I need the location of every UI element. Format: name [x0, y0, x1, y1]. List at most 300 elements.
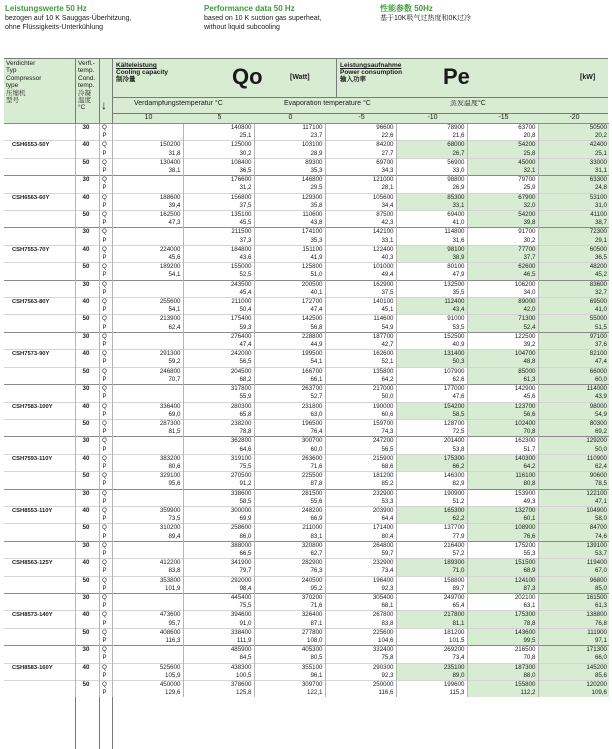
table-cell: 111900 [538, 628, 609, 637]
table-row [4, 602, 609, 611]
table-cell: 140100 [325, 298, 396, 307]
table-cell: 52,1 [325, 358, 396, 367]
table-cell: 60,0 [538, 376, 609, 385]
table-cell: 62600 [467, 263, 538, 272]
value-type: P [99, 480, 112, 489]
table-cell: 122100 [538, 489, 609, 498]
condensing-temp: 30 [75, 593, 99, 602]
header-mid-rule [112, 97, 608, 98]
table-cell: 216400 [396, 541, 467, 550]
table-cell: 332400 [325, 646, 396, 655]
compressor-model [4, 515, 75, 524]
table-row [4, 158, 609, 167]
table-cell: 55000 [538, 315, 609, 324]
table-cell [112, 550, 183, 559]
table-cell: 59,3 [183, 324, 254, 333]
condensing-temp [75, 254, 99, 263]
value-type: P [99, 341, 112, 350]
value-type: Q [99, 593, 112, 602]
table-cell: 69500 [538, 298, 609, 307]
condensing-temp: 50 [75, 628, 99, 637]
table-cell: 37,7 [467, 254, 538, 263]
compressor-model [4, 176, 75, 185]
table-cell: 62,7 [254, 550, 325, 559]
compressor-model [4, 628, 75, 637]
table-cell: 282900 [254, 559, 325, 568]
table-cell: 96800 [538, 576, 609, 585]
table-cell: 30,2 [183, 150, 254, 159]
table-cell: 103100 [254, 141, 325, 150]
table-cell: 171300 [538, 646, 609, 655]
compressor-model [4, 428, 75, 437]
table-cell: 72300 [538, 228, 609, 237]
value-type: Q [99, 280, 112, 289]
table-cell: 21,6 [396, 132, 467, 141]
table-cell: 412200 [112, 559, 183, 568]
value-type: Q [99, 298, 112, 307]
table-row [4, 219, 609, 228]
table-cell: 20,8 [467, 132, 538, 141]
table-row [4, 620, 609, 629]
table-cell: 92,3 [325, 672, 396, 681]
value-type: P [99, 324, 112, 333]
value-type: P [99, 202, 112, 211]
table-cell: 162300 [467, 437, 538, 446]
table-cell: 247200 [325, 437, 396, 446]
table-cell: 64,2 [325, 376, 396, 385]
table-cell: 485900 [183, 646, 254, 655]
table-cell: 72,5 [396, 428, 467, 437]
table-cell: 97,1 [538, 637, 609, 646]
header-german-line1: bezogen auf 10 K Sauggas-Überhitzung, [5, 15, 132, 22]
table-cell: 142500 [254, 315, 325, 324]
table-cell: 80300 [538, 419, 609, 428]
table-cell: 66000 [538, 367, 609, 376]
table-cell: 68,1 [325, 602, 396, 611]
compressor-model [4, 306, 75, 315]
table-cell: 83,8 [112, 567, 183, 576]
condensing-temp [75, 271, 99, 280]
table-cell: 51,7 [467, 446, 538, 455]
table-cell: 31,1 [538, 167, 609, 176]
table-cell: 388000 [183, 541, 254, 550]
table-cell: 190000 [325, 402, 396, 411]
table-cell: 162600 [325, 350, 396, 359]
table-cell: 228800 [254, 332, 325, 341]
value-type: P [99, 289, 112, 298]
table-row [4, 176, 609, 185]
table-cell: 300700 [254, 437, 325, 446]
table-cell: 270500 [183, 472, 254, 481]
table-cell: 104700 [467, 350, 538, 359]
table-cell: 75,5 [183, 602, 254, 611]
condensing-temp: 30 [75, 437, 99, 446]
table-cell: 31,2 [183, 184, 254, 193]
table-cell: 45,5 [183, 219, 254, 228]
table-cell: 184800 [183, 245, 254, 254]
performance-table [4, 123, 609, 697]
table-cell: 64,4 [325, 515, 396, 524]
table-cell: 96600 [325, 124, 396, 133]
compressor-model [4, 419, 75, 428]
compressor-model [4, 654, 75, 663]
table-cell: 119400 [538, 559, 609, 568]
table-cell: 69,2 [538, 428, 609, 437]
table-row [4, 393, 609, 402]
compressor-model [4, 280, 75, 289]
table-cell: 66,5 [183, 550, 254, 559]
table-cell: 77700 [467, 245, 538, 254]
condensing-temp: 30 [75, 280, 99, 289]
table-cell: 132700 [467, 506, 538, 515]
value-type: P [99, 602, 112, 611]
condensing-temp: 30 [75, 385, 99, 394]
compressor-model [4, 585, 75, 594]
table-cell: 32,7 [538, 289, 609, 298]
table-cell: 267800 [325, 611, 396, 620]
table-cell: 338400 [183, 628, 254, 637]
table-cell [112, 176, 183, 185]
table-cell: 83600 [538, 280, 609, 289]
table-cell: 84200 [325, 141, 396, 150]
table-row [4, 576, 609, 585]
header-german-title: Leistungswerte 50 Hz [5, 4, 87, 13]
table-cell: 28,9 [254, 150, 325, 159]
table-cell: 287300 [112, 419, 183, 428]
table-row [4, 646, 609, 655]
table-cell [112, 498, 183, 507]
table-cell: 68,9 [467, 567, 538, 576]
table-cell: 35,3 [254, 167, 325, 176]
table-row [4, 567, 609, 576]
table-row [4, 446, 609, 455]
table-row [4, 298, 609, 307]
compressor-model [4, 620, 75, 629]
table-cell: 47,9 [396, 271, 467, 280]
compressor-model [4, 271, 75, 280]
value-type: P [99, 254, 112, 263]
table-cell: 55,6 [254, 498, 325, 507]
compressor-model [4, 150, 75, 159]
table-row [4, 124, 609, 133]
table-cell: 105600 [325, 193, 396, 202]
condensing-temp: 50 [75, 576, 99, 585]
table-cell: 225500 [254, 472, 325, 481]
compressor-model [4, 480, 75, 489]
compressor-model [4, 332, 75, 341]
compressor-model: CSH8563-125Y [4, 559, 75, 568]
table-cell: 58,5 [396, 411, 467, 420]
table-row [4, 167, 609, 176]
table-cell: 62,2 [396, 515, 467, 524]
condensing-temp [75, 132, 99, 141]
table-cell: 76,4 [254, 428, 325, 437]
table-cell: 82100 [538, 350, 609, 359]
table-row [4, 550, 609, 559]
table-cell: 143600 [467, 628, 538, 637]
table-cell: 146300 [396, 472, 467, 481]
condensing-temp [75, 306, 99, 315]
compressor-model: CSH7563-80Y [4, 298, 75, 307]
value-type: P [99, 411, 112, 420]
table-cell: 232900 [325, 559, 396, 568]
table-cell: 150200 [112, 141, 183, 150]
table-cell: 137700 [396, 524, 467, 533]
table-cell: 89,0 [396, 672, 467, 681]
table-cell [112, 393, 183, 402]
compressor-model [4, 228, 75, 237]
table-cell: 96,1 [254, 672, 325, 681]
compressor-model [4, 132, 75, 141]
table-cell: 60500 [538, 245, 609, 254]
table-cell: 240500 [254, 576, 325, 585]
table-cell: 211000 [183, 298, 254, 307]
compressor-model [4, 237, 75, 246]
table-cell: 317800 [183, 385, 254, 394]
compressor-model [4, 158, 75, 167]
value-type: Q [99, 437, 112, 446]
table-row [4, 628, 609, 637]
table-cell: 116,3 [112, 637, 183, 646]
table-cell: 45000 [467, 158, 538, 167]
table-cell: 85,2 [325, 480, 396, 489]
table-row [4, 411, 609, 420]
table-cell: 34,3 [325, 167, 396, 176]
table-cell: 107900 [396, 367, 467, 376]
condensing-temp: 40 [75, 663, 99, 672]
condensing-temp [75, 150, 99, 159]
cooling-capacity-unit: [Watt] [290, 74, 310, 81]
table-cell: 225600 [325, 628, 396, 637]
table-cell: 310200 [112, 524, 183, 533]
table-cell: 40,3 [325, 254, 396, 263]
value-type: Q [99, 158, 112, 167]
compressor-model: CSH6553-50Y [4, 141, 75, 150]
compressor-model [4, 524, 75, 533]
table-cell: 305400 [325, 593, 396, 602]
table-cell: 211500 [183, 228, 254, 237]
table-cell: 46,5 [467, 271, 538, 280]
value-type: P [99, 358, 112, 367]
table-row [4, 211, 609, 220]
table-cell: 165300 [396, 506, 467, 515]
table-cell: 57,2 [396, 550, 467, 559]
compressor-model: CSH7553-70Y [4, 245, 75, 254]
table-cell: 48,8 [467, 358, 538, 367]
table-cell: 215900 [325, 454, 396, 463]
table-cell [112, 541, 183, 550]
table-row [4, 506, 609, 515]
table-row [4, 454, 609, 463]
table-cell: 174100 [254, 228, 325, 237]
table-cell: 91,2 [183, 480, 254, 489]
condensing-temp [75, 498, 99, 507]
table-cell: 68,2 [183, 376, 254, 385]
table-cell: 81,1 [396, 620, 467, 629]
table-cell: 101,9 [112, 585, 183, 594]
table-row [4, 350, 609, 359]
condensing-temp: 40 [75, 506, 99, 515]
table-row [4, 428, 609, 437]
table-cell: 48200 [538, 263, 609, 272]
table-cell: 329100 [112, 472, 183, 481]
table-cell: 60,0 [254, 446, 325, 455]
table-cell: 87,1 [254, 620, 325, 629]
table-cell: 258600 [183, 524, 254, 533]
condensing-temp: 40 [75, 141, 99, 150]
condensing-temp: 50 [75, 472, 99, 481]
condensing-temp: 40 [75, 559, 99, 568]
table-cell: 61,3 [538, 602, 609, 611]
table-cell: 34,4 [325, 202, 396, 211]
value-type: Q [99, 454, 112, 463]
compressor-model [4, 202, 75, 211]
value-type: P [99, 672, 112, 681]
table-cell: 87,8 [254, 480, 325, 489]
condensing-temp [75, 637, 99, 646]
table-cell: 156800 [183, 193, 254, 202]
table-cell [112, 437, 183, 446]
value-type: P [99, 376, 112, 385]
table-cell: 217800 [396, 611, 467, 620]
table-cell: 37,6 [538, 341, 609, 350]
table-cell [112, 228, 183, 237]
value-type: P [99, 498, 112, 507]
value-type: P [99, 515, 112, 524]
table-cell: 408600 [112, 628, 183, 637]
condensing-temp: 40 [75, 454, 99, 463]
evap-temp-header: -15 [498, 114, 509, 121]
table-cell: 41,0 [396, 219, 467, 228]
table-cell: 29,5 [254, 184, 325, 193]
table-cell: 63,1 [467, 602, 538, 611]
table-cell: 71,6 [254, 602, 325, 611]
condensing-temp [75, 654, 99, 663]
table-row [4, 681, 609, 690]
table-cell: 55,3 [467, 550, 538, 559]
header-chinese-title: 性能参数 50Hz [380, 4, 433, 13]
table-cell: 89000 [467, 298, 538, 307]
header-chinese-line1: 基于10K吸气过热度和0K过冷 [380, 15, 472, 22]
table-cell: 75,8 [325, 654, 396, 663]
value-type: Q [99, 141, 112, 150]
table-cell: 90600 [538, 472, 609, 481]
value-type: P [99, 306, 112, 315]
value-type: Q [99, 385, 112, 394]
table-row [4, 184, 609, 193]
table-cell: 309700 [254, 681, 325, 690]
table-cell: 109,6 [538, 689, 609, 697]
table-cell: 36,5 [538, 254, 609, 263]
compressor-model: CSH7593-110Y [4, 454, 75, 463]
table-cell: 44,9 [254, 341, 325, 350]
table-cell: 122400 [325, 245, 396, 254]
table-cell: 29,1 [538, 237, 609, 246]
table-cell: 115,3 [396, 689, 467, 697]
table-cell: 108,0 [254, 637, 325, 646]
table-cell: 242000 [183, 350, 254, 359]
table-row [4, 150, 609, 159]
table-cell: 54200 [467, 211, 538, 220]
table-cell: 73,4 [396, 654, 467, 663]
table-cell: 79700 [467, 176, 538, 185]
value-type: P [99, 689, 112, 697]
table-row [4, 341, 609, 350]
table-cell: 355100 [254, 663, 325, 672]
table-cell: 45,2 [538, 271, 609, 280]
table-cell: 135100 [183, 211, 254, 220]
condensing-temp: 30 [75, 541, 99, 550]
table-cell: 101,5 [396, 637, 467, 646]
table-cell: 70,8 [467, 428, 538, 437]
condensing-temp [75, 237, 99, 246]
table-cell: 84700 [538, 524, 609, 533]
value-type: Q [99, 367, 112, 376]
compressor-model [4, 637, 75, 646]
table-cell: 79,7 [183, 567, 254, 576]
table-cell: 196400 [325, 576, 396, 585]
table-row [4, 367, 609, 376]
table-row [4, 376, 609, 385]
compressor-model [4, 324, 75, 333]
table-cell [112, 489, 183, 498]
cooling-capacity-symbol: Qo [232, 64, 263, 89]
table-cell: 63300 [538, 176, 609, 185]
table-cell: 269200 [396, 646, 467, 655]
table-cell: 359900 [112, 506, 183, 515]
table-cell: 45,6 [112, 254, 183, 263]
table-cell: 213900 [112, 315, 183, 324]
table-cell: 47,3 [112, 219, 183, 228]
table-cell: 95,6 [112, 480, 183, 489]
power-consumption-label: Leistungsaufnahme Power consumption 输入功率 [340, 62, 403, 83]
value-type: P [99, 585, 112, 594]
compressor-model [4, 263, 75, 272]
table-cell: 120200 [538, 681, 609, 690]
table-cell: 62,6 [396, 376, 467, 385]
table-cell: 125,8 [183, 689, 254, 697]
table-cell: 224000 [112, 245, 183, 254]
table-cell: 161500 [538, 593, 609, 602]
table-cell: 200500 [254, 280, 325, 289]
value-type: Q [99, 611, 112, 620]
table-cell: 42,7 [325, 341, 396, 350]
table-cell: 54,1 [112, 306, 183, 315]
table-row [4, 289, 609, 298]
condensing-temp [75, 393, 99, 402]
table-cell: 341900 [183, 559, 254, 568]
table-cell: 49,4 [325, 271, 396, 280]
compressor-model [4, 124, 75, 133]
table-row [4, 541, 609, 550]
table-cell: 445400 [183, 593, 254, 602]
condensing-temp: 50 [75, 211, 99, 220]
condensing-temp [75, 341, 99, 350]
table-cell: 216500 [467, 646, 538, 655]
table-cell: 383200 [112, 454, 183, 463]
table-cell: 70,8 [467, 654, 538, 663]
value-type: P [99, 637, 112, 646]
table-cell: 26,9 [396, 184, 467, 193]
condensing-temp: 50 [75, 315, 99, 324]
table-cell: 91000 [396, 315, 467, 324]
value-type: P [99, 219, 112, 228]
value-type: P [99, 271, 112, 280]
table-cell: 238200 [183, 419, 254, 428]
table-cell: 263600 [254, 454, 325, 463]
table-cell: 189200 [112, 263, 183, 272]
value-type: Q [99, 211, 112, 220]
